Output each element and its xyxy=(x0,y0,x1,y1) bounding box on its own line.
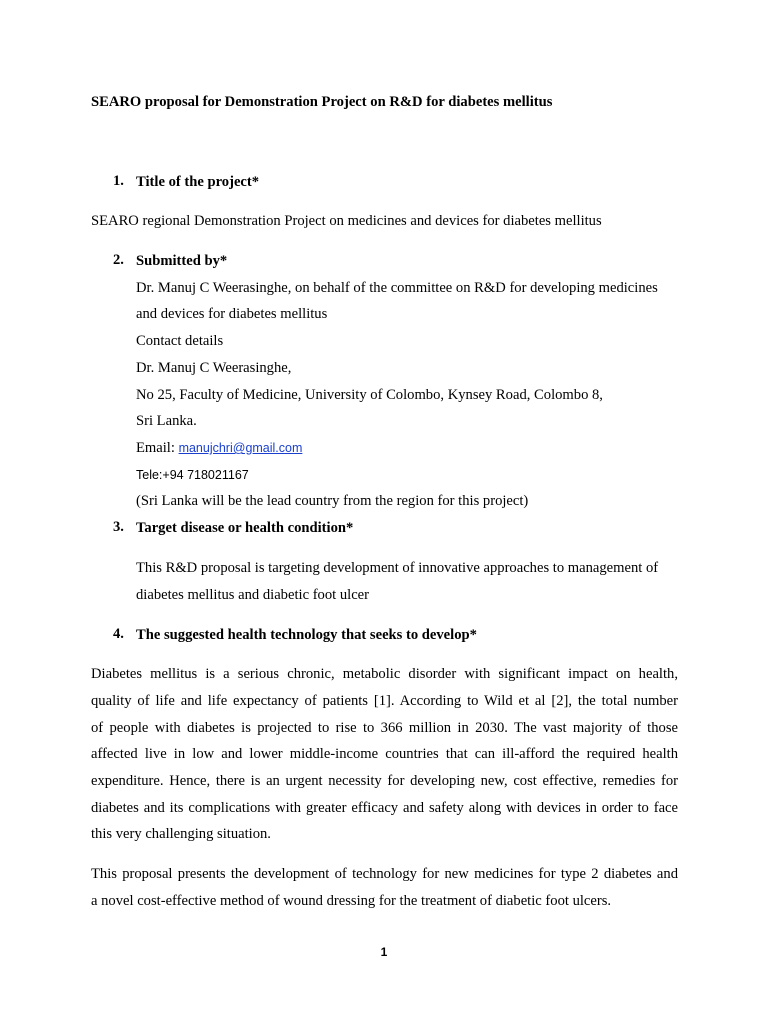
section-1-heading: Title of the project* xyxy=(136,174,260,190)
paragraph-1-line: this very challenging situation. xyxy=(91,826,271,842)
section-1-number: 1. xyxy=(113,173,124,189)
section-1-text: SEARO regional Demonstration Project on medicines and devices for diabetes mellitus xyxy=(91,213,602,229)
section-3-number: 3. xyxy=(113,519,124,535)
paragraph-2-line: a novel cost-effective method of wound dressing for the treatment of diabetic foot ulcers. xyxy=(91,893,612,909)
submitted-by-line-2: and devices for diabetes mellitus xyxy=(136,306,328,322)
submitted-by-line-1: Dr. Manuj C Weerasinghe, on behalf of the committee on R&D for developing medicines xyxy=(136,280,658,296)
email-link[interactable]: manujchri@gmail.com xyxy=(178,441,303,455)
section-2-heading: Submitted by* xyxy=(136,253,228,269)
section-4-number: 4. xyxy=(113,626,124,642)
contact-country: Sri Lanka. xyxy=(136,413,197,429)
lead-country-note: (Sri Lanka will be the lead country from the region for this project) xyxy=(136,493,529,509)
paragraph-1-line: of people with diabetes is projected to rise to 366 million in 2030. The vast majority of those xyxy=(91,720,678,736)
section-3-heading: Target disease or health condition* xyxy=(136,520,354,536)
paragraph-1-line: quality of life and life expectancy of patients [1]. According to Wild et al [2], the total number xyxy=(91,693,678,709)
paragraph-1-line: affected live in low and lower middle-income countries that can ill-afford the required health xyxy=(91,746,678,762)
section-4-heading: The suggested health technology that seeks to develop* xyxy=(136,627,477,643)
contact-address: No 25, Faculty of Medicine, University of Colombo, Kynsey Road, Colombo 8, xyxy=(136,387,603,403)
target-text-line-1: This R&D proposal is targeting development of innovative approaches to management of xyxy=(136,560,659,576)
contact-name: Dr. Manuj C Weerasinghe, xyxy=(136,360,292,376)
email-label: Email: xyxy=(136,440,179,456)
paragraph-1-line: expenditure. Hence, there is an urgent necessity for developing new, cost effective, remedies for xyxy=(91,773,678,789)
telephone: Tele:+94 718021167 xyxy=(136,468,249,482)
page-number: 1 xyxy=(380,945,388,959)
target-text-line-2: diabetes mellitus and diabetic foot ulcer xyxy=(136,587,370,603)
paragraph-1-line: Diabetes mellitus is a serious chronic, metabolic disorder with significant impact on health, xyxy=(91,666,678,682)
paragraph-2-line: This proposal presents the development of technology for new medicines for type 2 diabetes and xyxy=(91,866,678,882)
contact-details-label: Contact details xyxy=(136,333,224,349)
section-2-number: 2. xyxy=(113,252,124,268)
paragraph-1-line: diabetes and its complications with greater efficacy and safety along with devices in order to face xyxy=(91,800,678,816)
email-line xyxy=(136,439,302,457)
document-title: SEARO proposal for Demonstration Project on R&D for diabetes mellitus xyxy=(91,94,553,110)
